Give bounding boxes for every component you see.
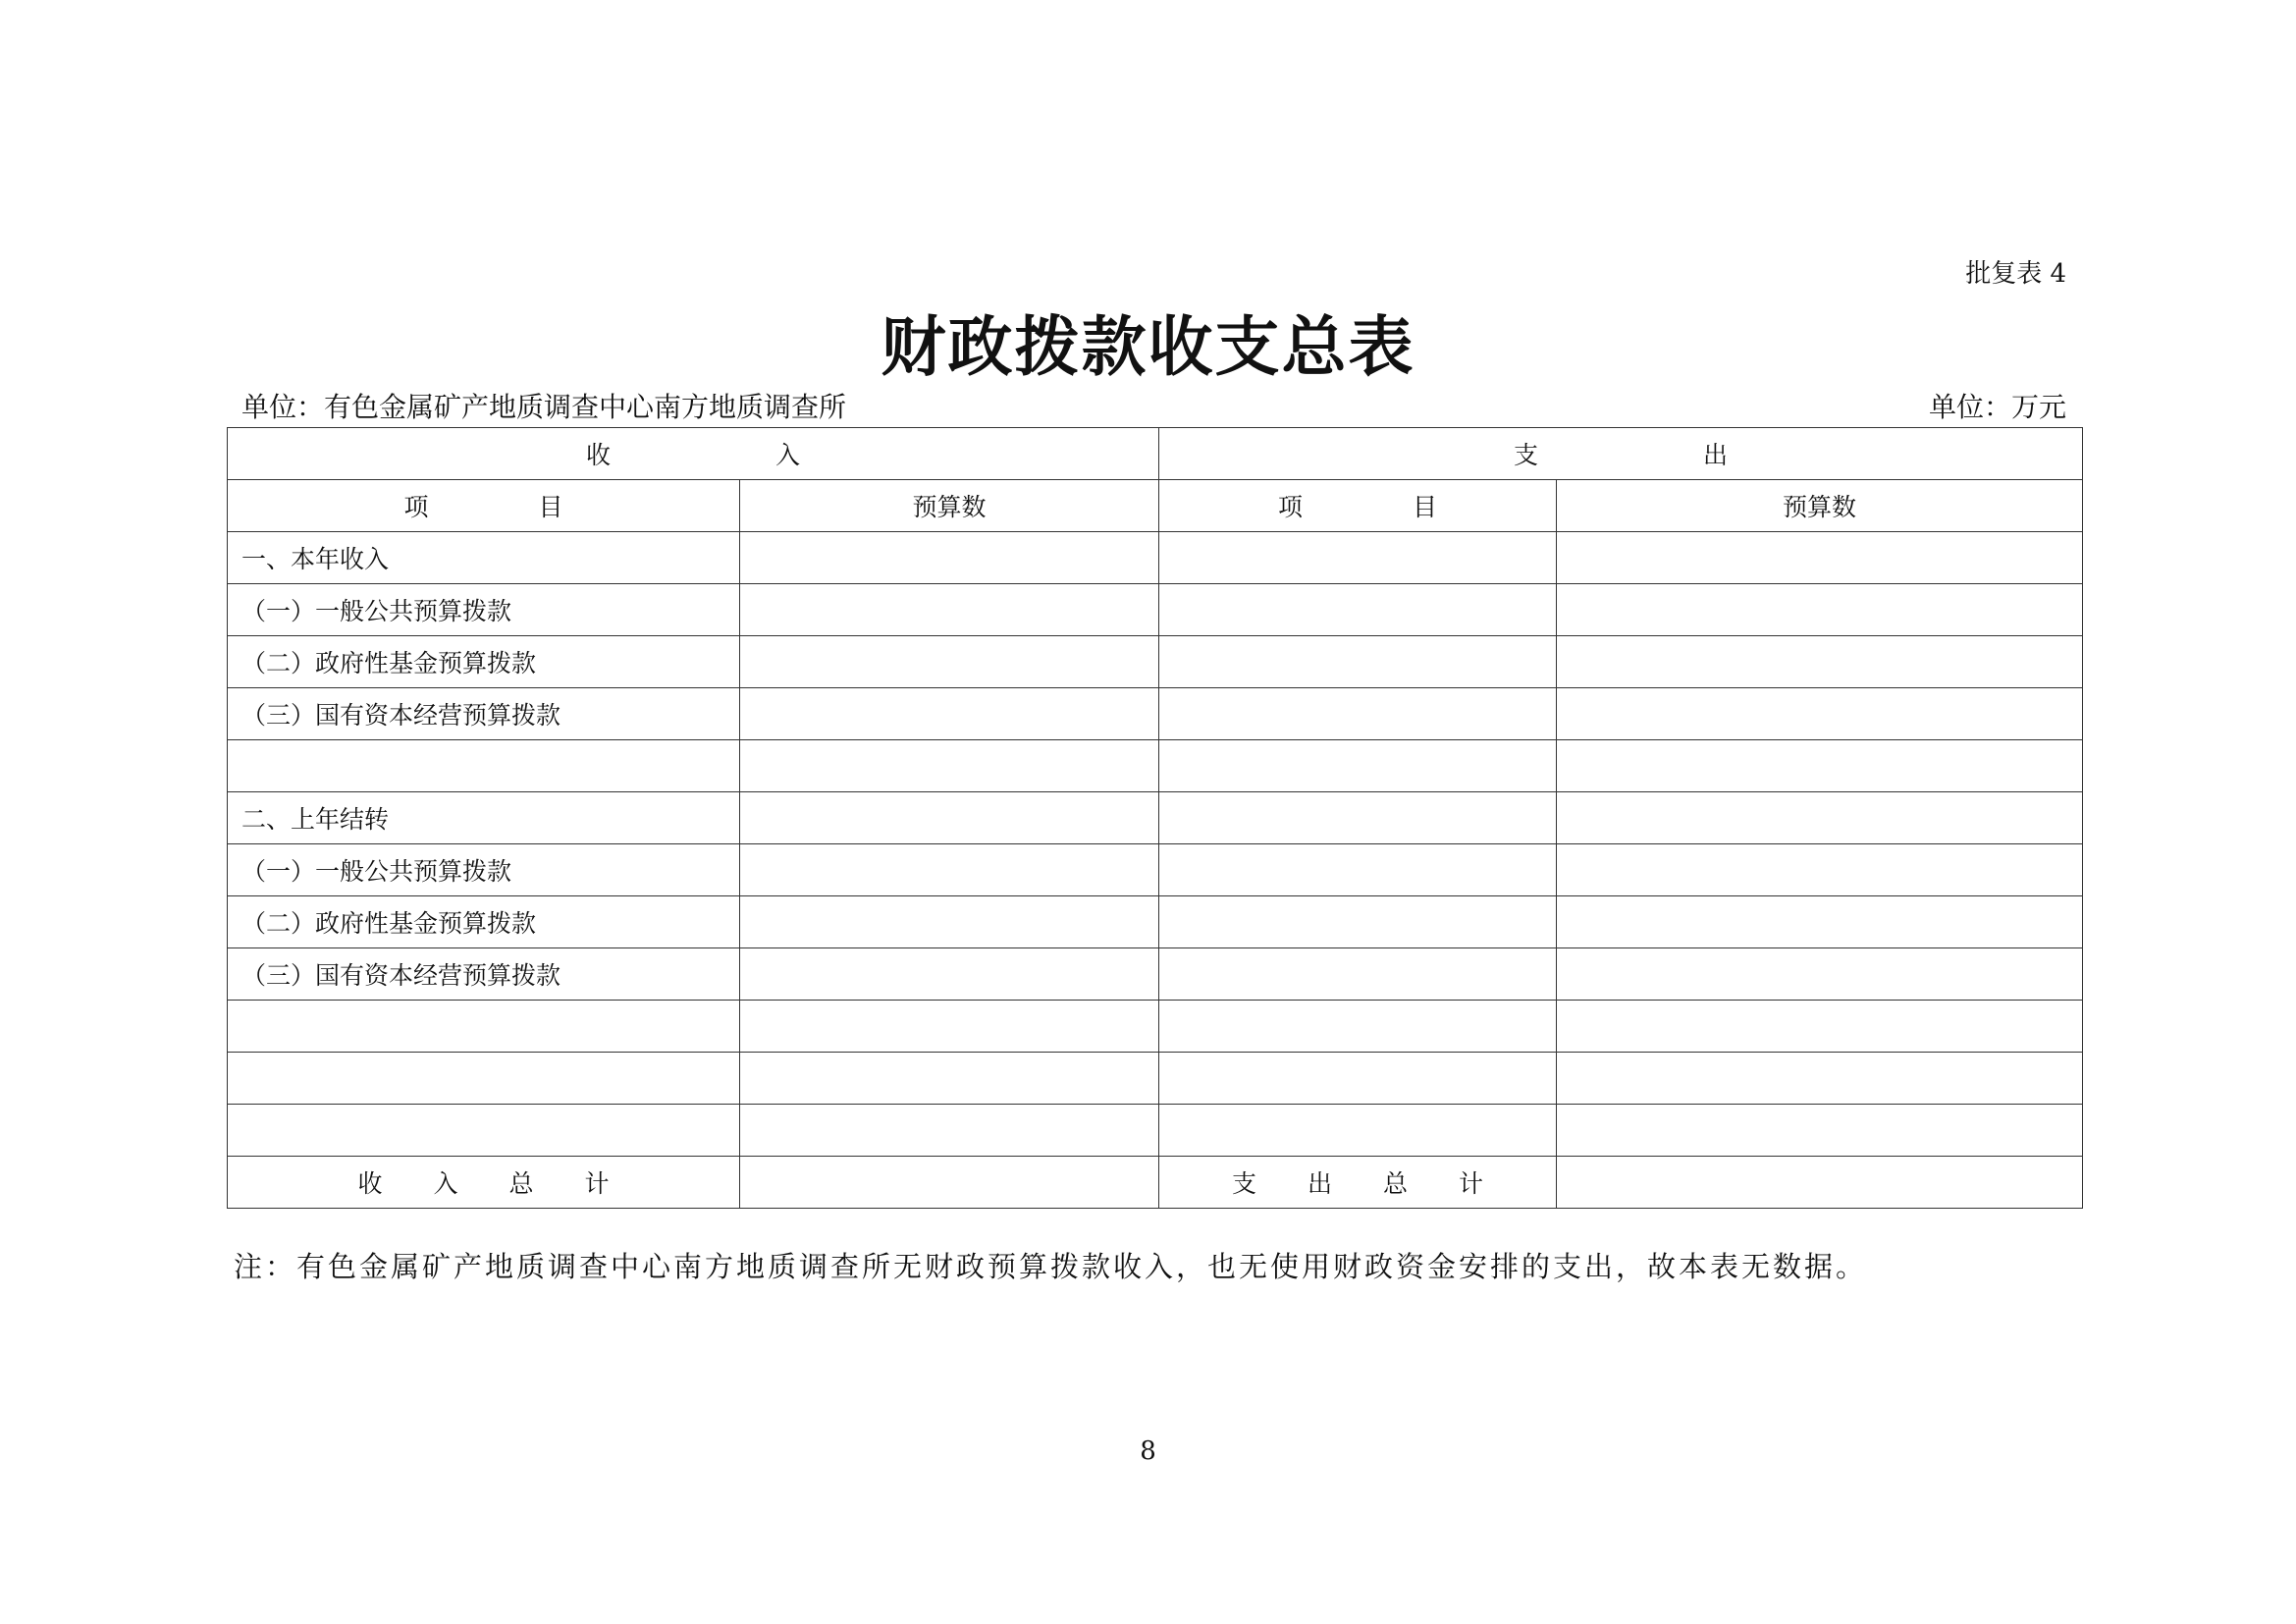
income-budget-cell [740, 792, 1159, 844]
expense-budget-cell [1557, 1001, 2083, 1053]
table-row [228, 1105, 2083, 1157]
income-budget-cell [740, 896, 1159, 948]
income-item-cell: 二、上年结转 [228, 792, 740, 844]
expense-item-cell [1159, 792, 1557, 844]
income-budget-cell [740, 688, 1159, 740]
income-total-label: 收入总计 [228, 1157, 740, 1209]
income-budget-cell [740, 532, 1159, 584]
currency-unit: 单位：万元 [1928, 391, 2066, 423]
income-item-column-header: 项 目 [228, 480, 740, 532]
income-item-cell: （三）国有资本经营预算拨款 [228, 688, 740, 740]
expense-header: 支 出 [1159, 428, 2083, 480]
expense-budget-cell [1557, 688, 2083, 740]
expense-item-cell [1159, 1105, 1557, 1157]
table-row [228, 688, 2083, 740]
income-budget-cell [740, 584, 1159, 636]
expense-budget-cell [1557, 844, 2083, 896]
expense-budget-cell [1557, 740, 2083, 792]
income-item-cell: （二）政府性基金预算拨款 [228, 636, 740, 688]
reporting-unit: 单位：有色金属矿产地质调查中心南方地质调查所 [241, 391, 847, 423]
income-item-cell: （三）国有资本经营预算拨款 [228, 948, 740, 1001]
income-budget-cell [740, 636, 1159, 688]
expense-item-cell [1159, 740, 1557, 792]
income-item-cell: 一、本年收入 [228, 532, 740, 584]
expense-budget-column-header: 预算数 [1557, 480, 2083, 532]
section-header-row [228, 428, 2083, 480]
income-budget-cell [740, 1105, 1159, 1157]
income-header: 收 入 [228, 428, 1159, 480]
table-row [228, 740, 2083, 792]
table-row [228, 844, 2083, 896]
income-item-cell: （一）一般公共预算拨款 [228, 584, 740, 636]
expense-budget-cell [1557, 1053, 2083, 1105]
income-total-value [740, 1157, 1159, 1209]
income-item-cell [228, 1001, 740, 1053]
expense-item-cell [1159, 532, 1557, 584]
income-item-cell [228, 1053, 740, 1105]
table-row [228, 584, 2083, 636]
table-row [228, 636, 2083, 688]
expense-item-cell [1159, 1053, 1557, 1105]
expense-budget-cell [1557, 948, 2083, 1001]
footnote: 注：有色金属矿产地质调查中心南方地质调查所无财政预算拨款收入，也无使用财政资金安排的支出，故本表无数据。 [234, 1250, 1868, 1283]
expense-budget-cell [1557, 896, 2083, 948]
income-item-cell [228, 740, 740, 792]
expense-item-cell [1159, 844, 1557, 896]
table-row [228, 1053, 2083, 1105]
expense-budget-cell [1557, 532, 2083, 584]
expense-total-value [1557, 1157, 2083, 1209]
income-budget-cell [740, 948, 1159, 1001]
table-row [228, 1001, 2083, 1053]
table-row [228, 792, 2083, 844]
expense-item-cell [1159, 948, 1557, 1001]
column-header-row [228, 480, 2083, 532]
income-budget-cell [740, 844, 1159, 896]
expense-item-cell [1159, 584, 1557, 636]
totals-row [228, 1157, 2083, 1209]
income-budget-cell [740, 740, 1159, 792]
expense-budget-cell [1557, 1105, 2083, 1157]
expense-item-cell [1159, 688, 1557, 740]
expense-budget-cell [1557, 584, 2083, 636]
income-budget-column-header: 预算数 [740, 480, 1159, 532]
expense-budget-cell [1557, 792, 2083, 844]
income-budget-cell [740, 1001, 1159, 1053]
page-title: 财政拨款收支总表 [881, 308, 1415, 385]
page-number: 8 [1140, 1436, 1156, 1466]
expense-total-label: 支出总计 [1159, 1157, 1557, 1209]
income-item-cell: （二）政府性基金预算拨款 [228, 896, 740, 948]
expense-item-cell [1159, 896, 1557, 948]
income-item-cell [228, 1105, 740, 1157]
expense-item-cell [1159, 1001, 1557, 1053]
budget-table [227, 427, 2083, 1209]
expense-budget-cell [1557, 636, 2083, 688]
table-row [228, 896, 2083, 948]
income-item-cell: （一）一般公共预算拨款 [228, 844, 740, 896]
expense-item-cell [1159, 636, 1557, 688]
table-row [228, 532, 2083, 584]
form-number: 批复表 4 [1965, 259, 2066, 289]
income-budget-cell [740, 1053, 1159, 1105]
table-row [228, 948, 2083, 1001]
expense-item-column-header: 项 目 [1159, 480, 1557, 532]
